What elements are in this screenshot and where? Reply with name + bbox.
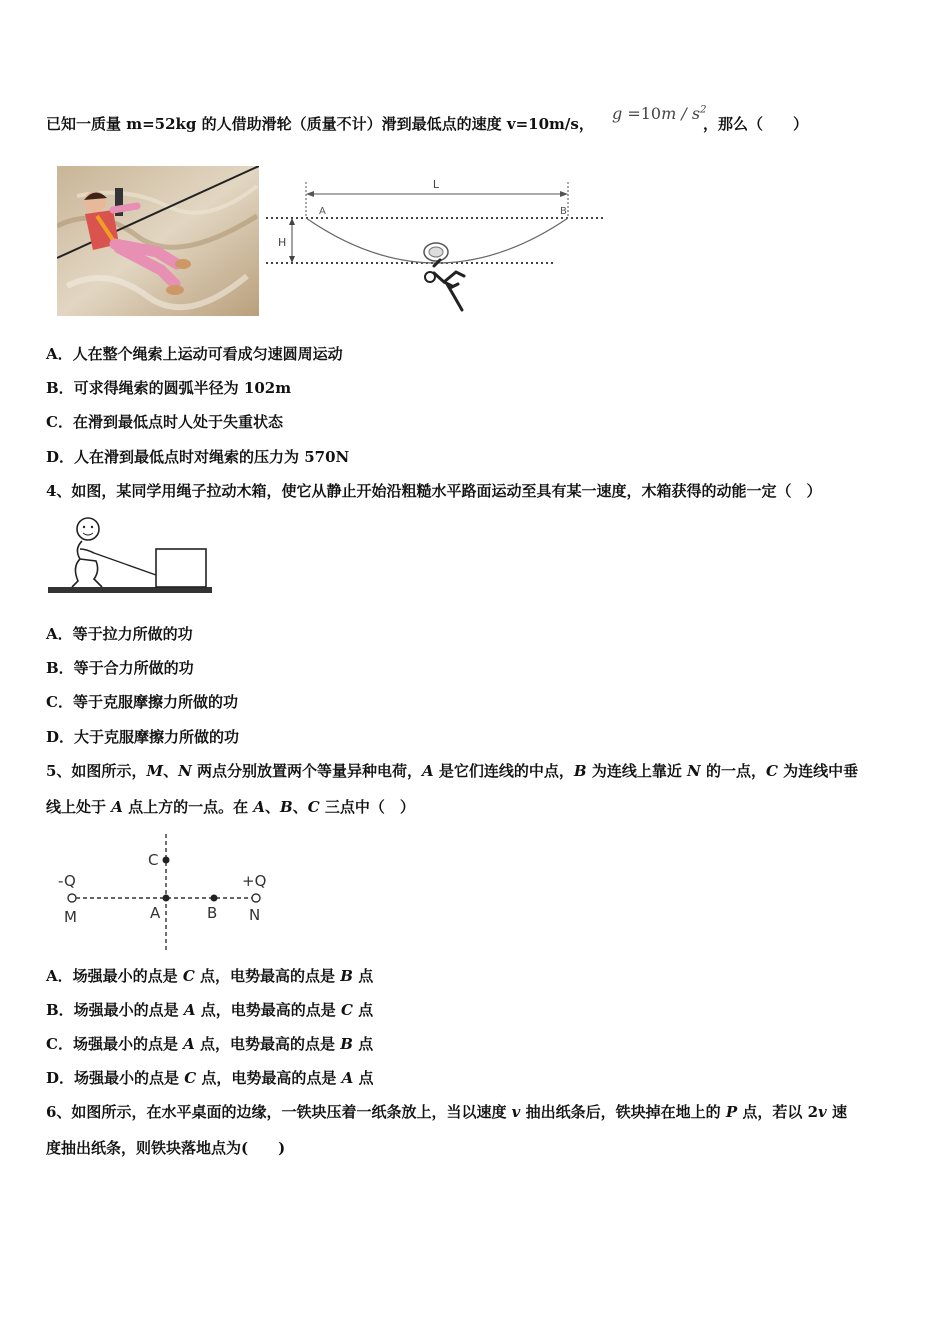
label-B: B [207, 904, 218, 922]
q5-option-d: D．场强最小的点是 C 点，电势最高的点是 A 点 [46, 1069, 374, 1087]
q5-option-a: A．场强最小的点是 C 点，电势最高的点是 B 点 [46, 967, 374, 985]
q5-option-c: C．场强最小的点是 A 点，电势最高的点是 B 点 [46, 1035, 374, 1053]
box-pull-diagram [46, 515, 216, 597]
student-head [77, 518, 99, 540]
q6-stem-line2: 度抽出纸条，则铁块落地点为( ) [46, 1139, 286, 1157]
q3-option-c: C．在滑到最低点时人处于失重状态 [46, 413, 283, 431]
label-A: A [319, 206, 326, 217]
q3-option-b: B．可求得绳索的圆弧半径为 102m [46, 379, 292, 397]
zipline-photo [57, 166, 259, 316]
ground [48, 587, 212, 593]
q4-option-b: B．等于合力所做的功 [46, 659, 194, 677]
q5-option-b: B．场强最小的点是 A 点，电势最高的点是 C 点 [46, 1001, 374, 1019]
q5-stem-line2: 线上处于 A 点上方的一点。在 A、B、C 三点中（ ） [46, 798, 415, 816]
q3-stem-suffix: ，那么（ ） [703, 115, 809, 133]
rope [94, 553, 156, 575]
q4-option-a: A．等于拉力所做的功 [46, 625, 193, 643]
point-N [252, 894, 260, 902]
point-B [211, 895, 218, 902]
q3-stem: 已知一质量 m=52kg 的人借助滑轮（质量不计）滑到最低点的速度 v=10m/s， [46, 115, 594, 133]
label-B: B [560, 206, 567, 217]
zipline-diagram [264, 172, 610, 318]
point-A [163, 895, 170, 902]
point-M [68, 894, 76, 902]
g-formula: $g =10m / s^2$ [612, 104, 707, 123]
q4-option-d: D．大于克服摩擦力所做的功 [46, 728, 240, 746]
label-posQ: +Q [242, 872, 267, 890]
label-negQ: -Q [58, 872, 76, 890]
q5-stem-line1: 5、如图所示，M、N 两点分别放置两个等量异种电荷，A 是它们连线的中点，B 为连线上靠近 N 的一点，C 为连线中垂 [46, 762, 859, 780]
q4-stem: 4、如图，某同学用绳子拉动木箱，使它从静止开始沿粗糙水平路面运动至具有某一速度，木箱获得的动能一定（ ） [46, 482, 822, 500]
label-M: M [64, 908, 77, 926]
wooden-box [156, 549, 206, 587]
point-C [163, 857, 170, 864]
q3-option-a: A．人在整个绳索上运动可看成匀速圆周运动 [46, 345, 343, 363]
q6-stem-line1: 6、如图所示，在水平桌面的边缘，一铁块压着一纸条放上，当以速度 v 抽出纸条后，铁块掉在地上的 P 点，若以 2v 速 [46, 1103, 847, 1121]
label-L: L [432, 178, 440, 191]
label-C: C [148, 851, 159, 869]
charge-diagram [54, 832, 274, 954]
label-H: H [278, 236, 287, 249]
label-A: A [150, 904, 161, 922]
label-N: N [249, 906, 261, 924]
q3-option-d: D．人在滑到最低点时对绳索的压力为 570N [46, 448, 350, 466]
q4-option-c: C．等于克服摩擦力所做的功 [46, 693, 238, 711]
